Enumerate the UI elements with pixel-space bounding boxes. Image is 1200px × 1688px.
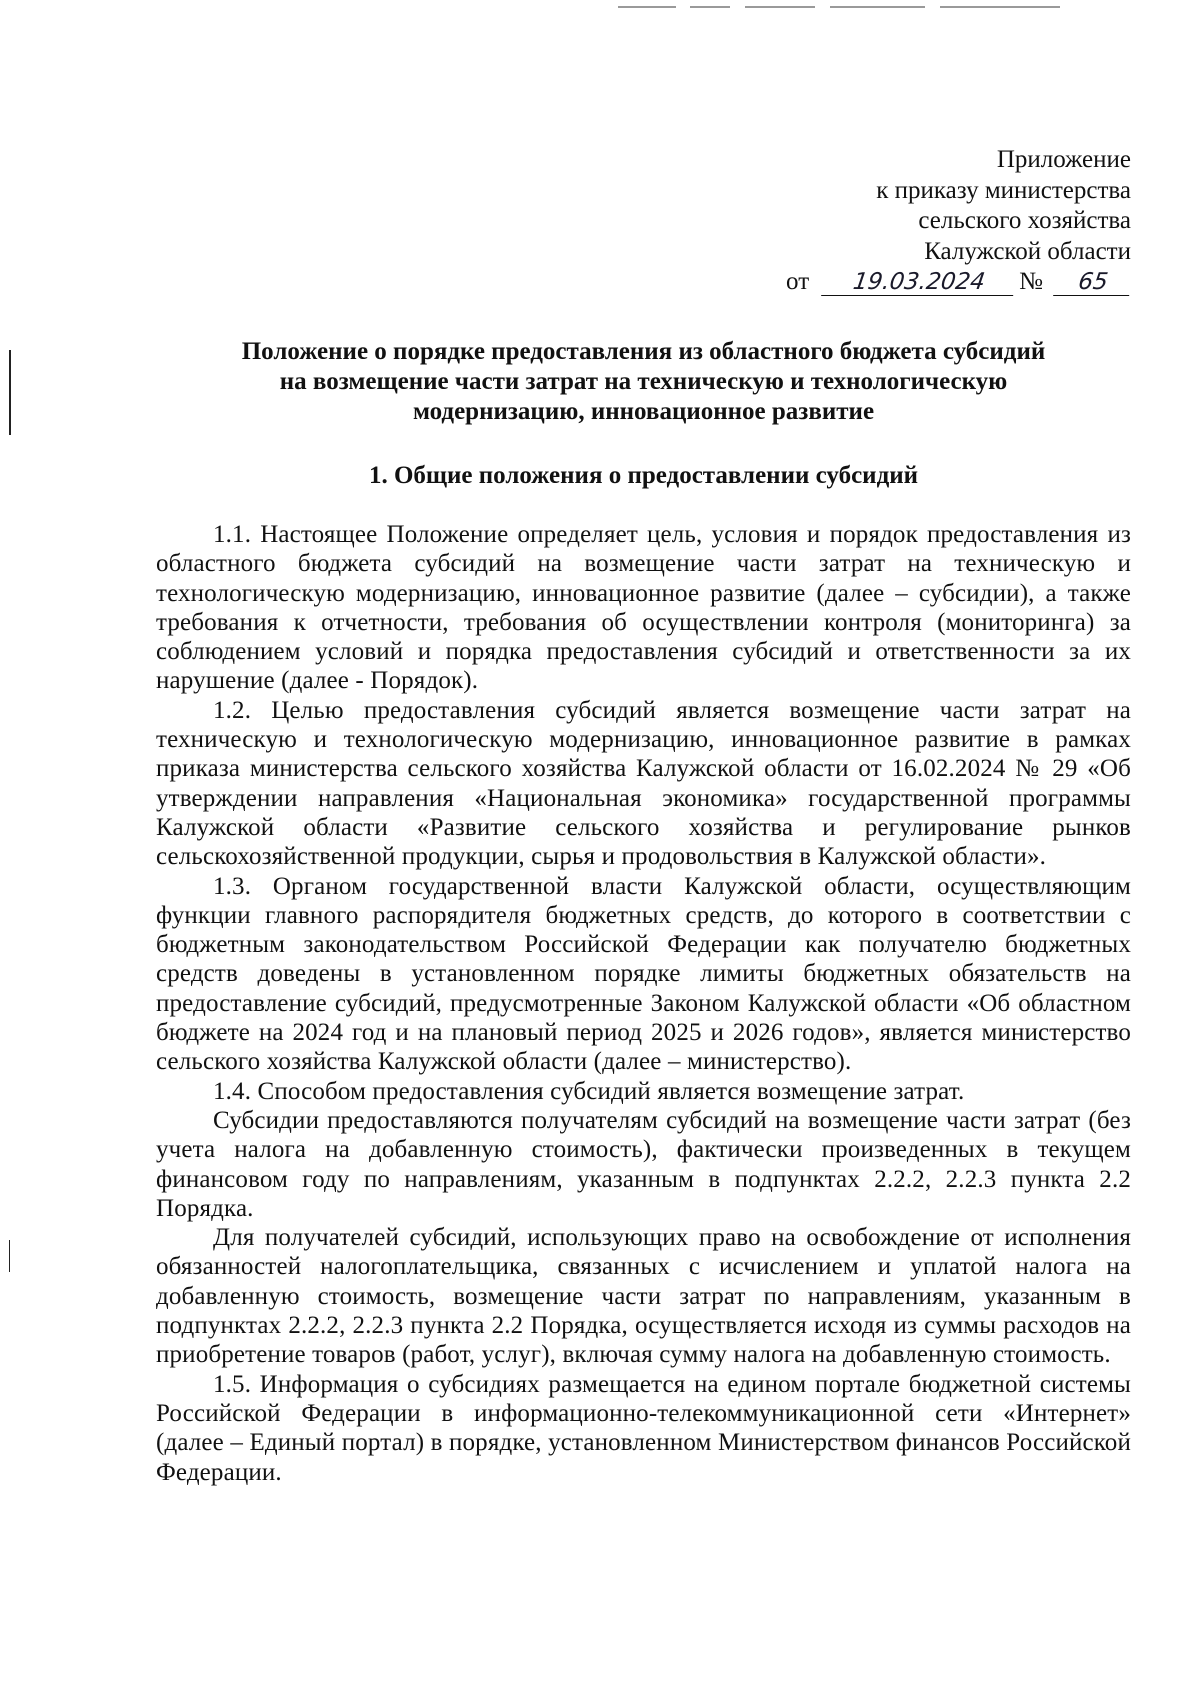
document-body (156, 520, 1131, 1487)
handwritten-number: 65 (1053, 269, 1133, 296)
section-heading: 1. Общие положения о предоставлении субсидий (368, 462, 919, 489)
appendix-header (786, 145, 1131, 298)
number-prefix: № (1019, 268, 1043, 295)
paragraph-1-4-vat: Для получателей субсидий, использующих право на освобождение от исполнения обязанностей налогоплательщика, связанных с исчислением и уплатой налога на добавленную стоимость, возмещение части затрат по направлениям, указанным в подпунктах 2.2.2, 2.2.3 пункта 2.2 Порядка, осуществляется исходя из суммы расходов на приобретение товаров (работ, услуг), включая сумму налога на добавленную стоимость. (156, 1224, 1131, 1369)
appendix-line: Приложение (996, 146, 1131, 173)
paragraph-1-2: 1.2. Целью предоставления субсидий является возмещение части затрат на техническую и технологическую модернизацию, инновационное развитие в рамках приказа министерства сельского хозяйства Калужской области от 16.02.2024 № 29 «Об утверждении направления «Национальная экономика» государственной программы Калужской области «Развитие сельского хозяйства и регулирование рынков сельскохозяйственной продукции, сырья и продовольствия в Калужской области». (156, 696, 1131, 871)
handwritten-date: 19.03.2024 (821, 269, 1017, 296)
scan-edge-line (830, 6, 925, 8)
paragraph-1-4-subsidies: Субсидии предоставляются получателям субсидий на возмещение части затрат (без учета налога на добавленную стоимость), фактически произведенных в текущем финансовом году по направлениям, указанным в подпунктах 2.2.2, 2.2.3 пункта 2.2 Порядка. (156, 1106, 1131, 1222)
date-prefix: от (786, 268, 810, 295)
scan-edge-line (618, 6, 676, 8)
scan-edge-line (745, 6, 815, 8)
margin-mark (9, 1240, 10, 1272)
appendix-date-line (786, 267, 1131, 298)
margin-mark (9, 350, 11, 435)
paragraph-1-1: 1.1. Настоящее Положение определяет цель, условия и порядок предоставления из областного бюджета субсидий на возмещение части затрат на техническую и технологическую модернизацию, инновационное развитие (далее – субсидии), а также требования к отчетности, требования об осуществлении контроля (мониторинга) за соблюдением условий и порядка предоставления субсидий и ответственности за их нарушение (далее - Порядок). (156, 521, 1131, 695)
title-line: на возмещение части затрат на техническую и технологическую (279, 368, 1008, 395)
paragraph-1-5: 1.5. Информация о субсидиях размещается на едином портале бюджетной системы Российской Федерации в информационно-телекоммуникационной сети «Интернет» (далее – Единый портал) в порядке, установленном Министерством финансов Российской Федерации. (156, 1370, 1131, 1486)
document-title (156, 337, 1131, 427)
scan-edge-line (940, 6, 1060, 8)
paragraph-1-3: 1.3. Органом государственной власти Калужской области, осуществляющим функции главного распорядителя бюджетных средств, до которого в соответствии с бюджетным законодательством Российской Федерации как получателю бюджетных средств доведены в установленном порядке лимиты бюджетных обязательств на предоставление субсидий, предусмотренные Законом Калужской области «Об областном бюджете на 2024 год и на плановый период 2025 и 2026 годов», является министерство сельского хозяйства Калужской области (далее – министерство). (156, 872, 1131, 1076)
appendix-line: сельского хозяйства (918, 207, 1131, 234)
appendix-line: к приказу министерства (876, 176, 1131, 204)
title-line: Положение о порядке предоставления из областного бюджета субсидий (241, 338, 1046, 365)
title-line: модернизацию, инновационное развитие (412, 398, 875, 425)
appendix-line: Калужской области (924, 237, 1131, 265)
paragraph-1-4: 1.4. Способом предоставления субсидий является возмещение затрат. (213, 1077, 965, 1105)
scan-edge-line (690, 6, 730, 8)
